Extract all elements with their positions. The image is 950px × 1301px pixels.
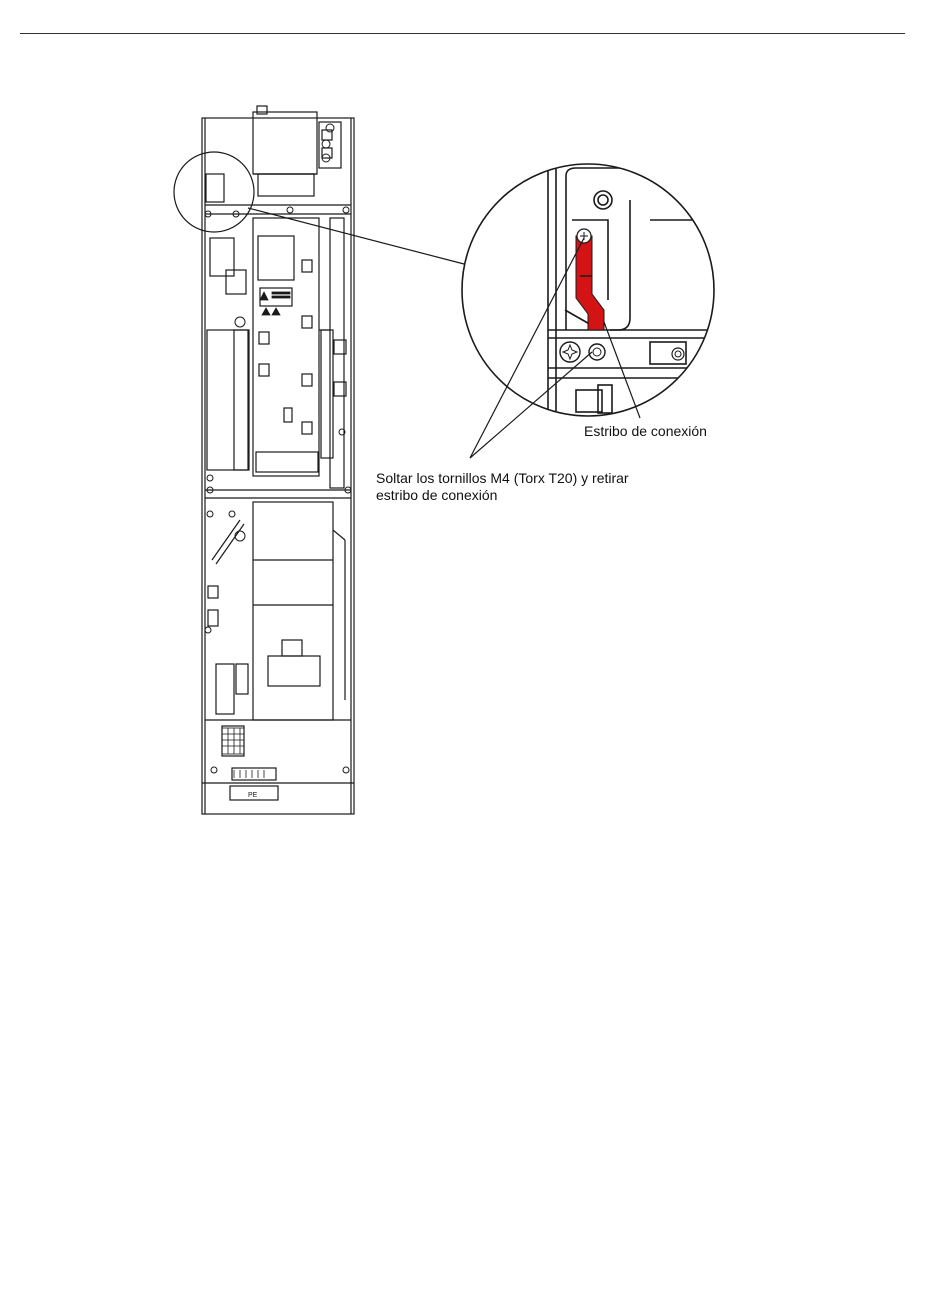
detail-zoom-circle: [462, 160, 720, 420]
warning-label: [260, 292, 290, 315]
callout-soltar-line2: estribo de conexión: [376, 487, 498, 503]
callout-estribo-label: Estribo de conexión: [584, 423, 707, 439]
callout-soltar-line1: Soltar los tornillos M4 (Torx T20) y retirar: [376, 470, 629, 486]
terminal-grid: [222, 728, 264, 778]
pe-mark: PE: [248, 792, 258, 799]
connection-bar-highlight: [576, 236, 604, 330]
device-screws: [205, 124, 351, 773]
callout-soltar-label: [376, 470, 629, 504]
round-screw-icon: [672, 348, 684, 360]
